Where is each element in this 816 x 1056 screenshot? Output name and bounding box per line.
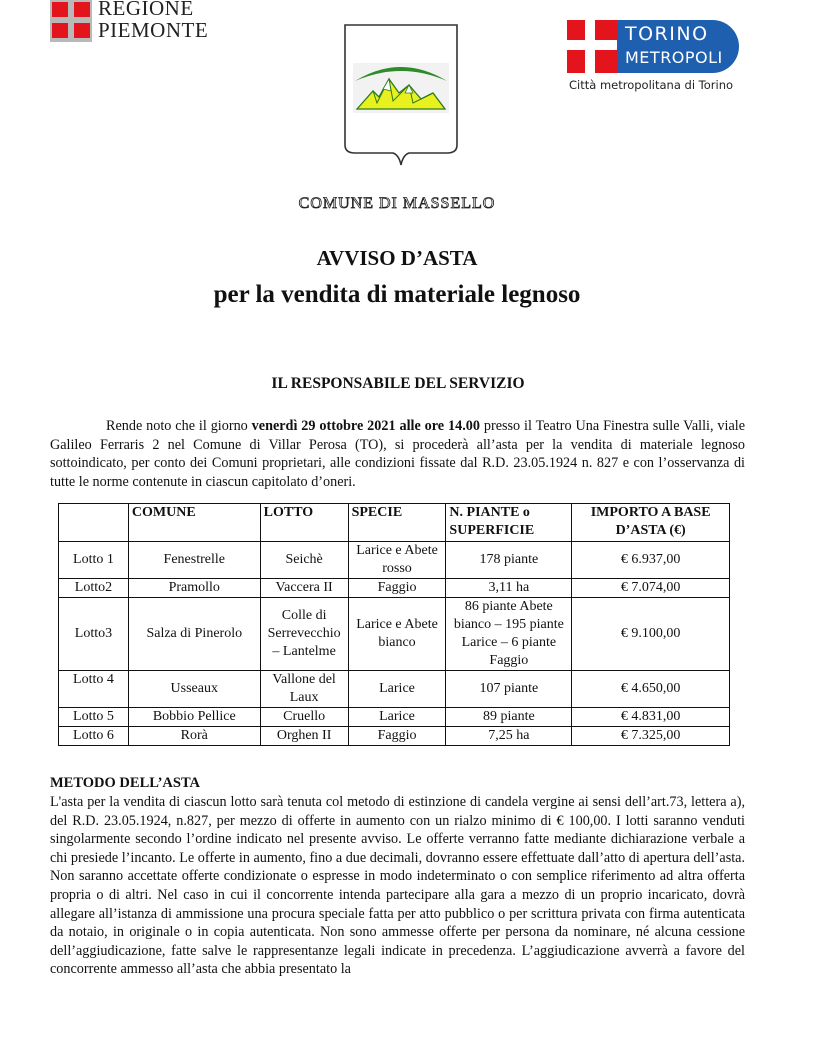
cell-importo: € 6.937,00 <box>572 542 730 579</box>
cell-specie: Faggio <box>348 727 446 746</box>
metodo-heading: METODO DELL’ASTA <box>50 775 201 791</box>
table-row <box>59 542 730 579</box>
document-subtitle: per la vendita di materiale legnoso <box>213 281 581 308</box>
regione-logo-line1: REGIONE <box>98 0 194 20</box>
cell-importo: € 7.325,00 <box>572 727 730 746</box>
table-header-piante: N. PIANTE o SUPERFICIE <box>446 504 572 542</box>
section-heading: IL RESPONSABILE DEL SERVIZIO <box>271 375 525 392</box>
comune-heading: COMUNE DI MASSELLO <box>298 195 496 212</box>
torino-logo-line1: TORINO <box>625 23 709 45</box>
cell-specie: Larice e Abete bianco <box>348 598 446 671</box>
cell-lotto-name: Vallone del Laux <box>260 671 348 708</box>
cell-lotto-name: Vaccera II <box>260 579 348 598</box>
cell-piante: 3,11 ha <box>446 579 572 598</box>
cell-specie: Larice e Abete rosso <box>348 542 446 579</box>
cell-importo: € 4.650,00 <box>572 671 730 708</box>
cell-lotto-name: Orghen II <box>260 727 348 746</box>
cell-piante: 178 piante <box>446 542 572 579</box>
cell-piante: 86 piante Abete bianco – 195 piante Larice – 6 piante Faggio <box>446 598 572 671</box>
table-header-row <box>59 504 730 542</box>
intro-text-pre: Rende noto che il giorno <box>106 418 252 434</box>
regione-piemonte-logo <box>50 0 240 46</box>
cell-importo: € 4.831,00 <box>572 708 730 727</box>
table-row <box>59 727 730 746</box>
torino-logo-line2: METROPOLI <box>625 48 723 67</box>
cell-comune: Fenestrelle <box>128 542 260 579</box>
cell-piante: 7,25 ha <box>446 727 572 746</box>
table-row <box>59 708 730 727</box>
lots-table <box>58 503 730 746</box>
cell-lotto: Lotto 5 <box>59 708 129 727</box>
table-header-comune: COMUNE <box>128 504 260 542</box>
cell-importo: € 7.074,00 <box>572 579 730 598</box>
cell-lotto-name: Cruello <box>260 708 348 727</box>
table-header-lotto-name: LOTTO <box>260 504 348 542</box>
cell-comune: Usseaux <box>128 671 260 708</box>
cell-comune: Bobbio Pellice <box>128 708 260 727</box>
document-title: AVVISO D’ASTA <box>316 246 478 270</box>
cell-lotto: Lotto 1 <box>59 542 129 579</box>
coat-of-arms-mountains-icon <box>343 23 459 168</box>
cell-lotto: Lotto 4 <box>59 671 129 708</box>
cell-piante: 89 piante <box>446 708 572 727</box>
torino-logo-subtitle: Città metropolitana di Torino <box>569 78 734 92</box>
metodo-paragraph: L'asta per la vendita di ciascun lotto sarà tenuta col metodo di estinzione di candela vergine ai sensi dell’art.73, lettera a), del R.D. 23.05.1924, n.827, per mezzo di offerte in aumento con un rialzo minimo di € 100,00. I lotti saranno venduti singolarmente secondo l’ordine indicato nel presente avviso. Le offerte verranno fatte mediante dichiarazione verbale a chi presiede l’incanto. Le offerte in aumento, fino a due decimali, dovranno essere effettuate dall’atto di apertura dell’asta. Non saranno accettate offerte condizionate o espresse in modo indeterminato o con semplice riferimento ad altra offerta propria o di altri. Nel caso in cui il concorrente intenda partecipare alla gara a mezzo di un proprio incaricato, dovrà allegare all’istanza di ammissione una procura speciale fatta per atto pubblico o per scrittura privata con firma autenticata da notaio, in originale o in copia autenticata. Non sono ammesse offerte per persona da nominare, né alcuna cessione dell’aggiudicazione, fatte salve le rappresentanze legali indicate in precedenza. L’aggiudicazione avverrà a favore del concorrente ammesso all’asta che abbia presentato la <box>50 794 745 978</box>
cell-specie: Faggio <box>348 579 446 598</box>
cell-comune: Pramollo <box>128 579 260 598</box>
cell-comune: Salza di Pinerolo <box>128 598 260 671</box>
cell-lotto: Lotto 6 <box>59 727 129 746</box>
cell-lotto-name: Colle di Serrevecchio – Lantelme <box>260 598 348 671</box>
cell-comune: Rorà <box>128 727 260 746</box>
auction-date: venerdì 29 ottobre 2021 alle ore 14.00 <box>251 418 480 434</box>
cell-piante: 107 piante <box>446 671 572 708</box>
table-header-lotto <box>59 504 129 542</box>
cell-importo: € 9.100,00 <box>572 598 730 671</box>
cell-specie: Larice <box>348 708 446 727</box>
table-header-importo: IMPORTO A BASE D’ASTA (€) <box>572 504 730 542</box>
table-row <box>59 579 730 598</box>
cell-lotto: Lotto3 <box>59 598 129 671</box>
cell-specie: Larice <box>348 671 446 708</box>
piemonte-flag-icon <box>50 0 92 42</box>
table-row <box>59 598 730 671</box>
table-row <box>59 671 730 708</box>
table-header-specie: SPECIE <box>348 504 446 542</box>
intro-text-post: presso il Teatro Una Finestra sulle Valli, viale Galileo Ferraris 2 nel Comune di Villar Perosa (TO), si procederà all’asta per la vendita di materiale legnoso sottoindicato, per conto dei Comuni proprietari, alle condizioni fissate dal R.D. 23.05.1924 n. 827 e con l’osservanza di tutte le norme contenute in ciascun capitolato d’oneri. <box>50 418 745 490</box>
cell-lotto: Lotto2 <box>59 579 129 598</box>
intro-paragraph <box>50 417 745 491</box>
torino-flag-icon <box>567 20 617 73</box>
cell-lotto-name: Seichè <box>260 542 348 579</box>
torino-metropoli-logo <box>567 20 747 98</box>
regione-logo-line2: PIEMONTE <box>98 18 209 42</box>
regione-logo-text <box>98 0 208 41</box>
